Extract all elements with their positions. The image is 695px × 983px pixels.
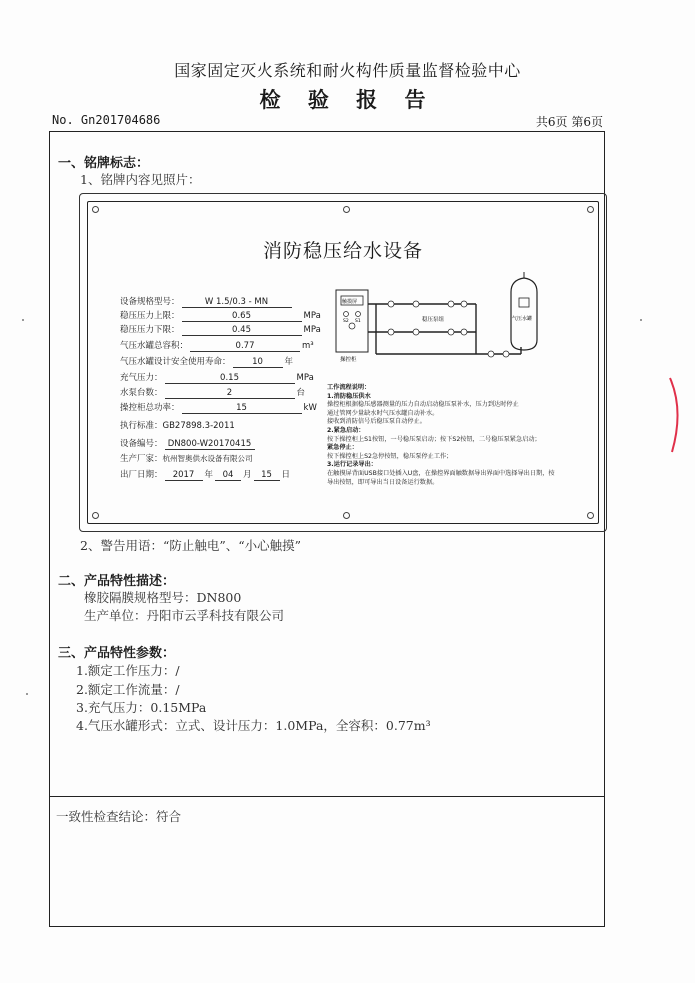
row-unit: kW [303,403,317,413]
date-year-unit: 年 [204,470,214,480]
report-title: 检 验 报 告 [259,87,436,112]
plate-row-lower [120,323,321,336]
row-value: 0.45 [182,325,302,336]
section3-heading: 三、产品特性参数： [58,646,176,661]
plate-serial [120,437,257,450]
date-month: 04 [215,470,241,481]
instruction-line: 操控柜根据稳压感器测量的压力自动启动稳压泵补水，压力到达时停止 [327,401,519,409]
section2-line1: 橡胶隔膜规格型号：DN800 [84,590,242,605]
maker-value: 杭州智奥供水设备有限公司 [162,454,253,463]
date-month-unit: 月 [243,470,252,480]
section3-item: 2.额定工作流量：/ [76,682,180,697]
section3-item: 3.充气压力：0.15MPa [76,700,207,715]
cabinet-btn2-label: S1 [355,319,361,324]
system-diagram [316,262,556,372]
page-info: 共6页 第6页 [535,115,603,129]
instruction-line: 1.消防稳压供水 [327,392,371,400]
row-value: W 1.5/0.3 - MN [182,297,292,308]
pump-group-label: 稳压泵组 [422,317,445,323]
row-value: 0.77 [190,341,300,352]
maker-label: 生产厂家： [120,454,163,464]
row-value: 0.15 [165,373,295,384]
tank-label: 气压水罐 [512,316,533,322]
row-value: 10 [233,357,283,368]
cabinet-btn1-label: S2 [343,319,349,324]
section1-heading: 一、铭牌标志： [58,156,150,171]
stamp-edge-mark [660,370,695,460]
screw-icon [92,512,99,519]
nameplate-title: 消防稳压给水设备 [262,240,423,262]
serial-label: 设备编号： [120,439,163,449]
plate-row-charge [120,371,314,384]
report-number: No. Gn201704686 [52,113,161,127]
instruction-line: 接收到消防信号后稳压泵自动停止。 [327,418,426,426]
scan-mark [26,693,28,695]
date-day: 15 [254,470,280,481]
nameplate-photo [79,193,607,532]
row-unit: 台 [296,388,306,398]
screw-icon [92,206,99,213]
cabinet-label: 操控柜 [340,357,357,363]
row-unit: MPa [303,311,321,321]
row-label: 气压水罐总容积： [120,341,189,351]
row-unit: 年 [284,357,294,367]
screw-icon [587,512,594,519]
screw-icon [587,206,594,213]
row-label: 气压水罐设计安全使用寿命： [120,357,231,367]
plate-maker [120,452,253,464]
section1-item1: 1、铭牌内容见照片： [80,172,201,187]
serial-value: DN800-W20170415 [165,439,255,450]
plate-row-volume [120,339,314,352]
row-label: 设备规格型号： [120,297,180,307]
instruction-line: 3.运行记录导出： [327,461,377,469]
scan-mark [640,319,642,321]
section1-item2: 2、警告用语：“防止触电”、“小心触摸” [80,538,302,553]
conclusion: 一致性检查结论：符合 [56,809,182,824]
instruction-line: 紧急停止： [327,444,358,452]
row-value: 15 [182,403,302,414]
row-label: 充气压力： [120,373,163,383]
screw-icon [343,206,350,213]
row-unit: MPa [296,373,314,383]
section3-item: 4.气压水罐形式：立式、设计压力：1.0MPa，全容积：0.77m³ [76,718,431,733]
section3-item: 1.额定工作压力：/ [76,663,180,678]
conclusion-divider [49,796,605,797]
plate-row-pumps [120,386,305,399]
date-day-unit: 日 [281,470,291,480]
scan-mark [22,319,24,321]
row-unit: MPa [303,325,321,335]
instruction-line: 通过管网少量缺水时气压水罐自动补水。 [327,409,439,417]
plate-row-life [120,355,293,368]
instruction-line: 工作流程说明： [327,384,371,391]
row-value: 2 [165,388,295,399]
instruction-line: 按下操控柜上S2急停按钮，稳压泵停止工作； [327,452,453,460]
instruction-line: 在触摸屏背面USB接口处插入U盘，在操控界面触数据导出界面中选择导出日期，按 [327,469,555,477]
org-title: 国家固定灭火系统和耐火构件质量监督检验中心 [174,61,521,80]
row-value: 0.65 [182,311,302,322]
cabinet-screen-label: 触摸屏 [342,299,358,305]
row-label: 水泵台数： [120,388,163,398]
screw-icon [343,512,350,519]
section2-line2: 生产单位：丹阳市云孚科技有限公司 [84,608,285,623]
instruction-line: 按下操控柜上S1按钮，一号稳压泵启动；按下S2按钮，二号稳压泵紧急启动； [327,435,541,443]
row-label: 稳压压力上限： [120,311,180,321]
date-year: 2017 [165,470,203,481]
plate-instructions [327,384,555,487]
plate-date [120,468,290,481]
valve-icons [388,301,509,357]
row-unit: m³ [302,341,314,351]
plate-row-upper [120,309,321,322]
nameplate-border [87,201,599,524]
plate-standard: 执行标准：GB27898.3-2011 [120,421,235,431]
instruction-line: 2.紧急启动： [327,426,365,434]
plate-row-power [120,401,317,414]
row-label: 操控柜总功率： [120,403,180,413]
section2-heading: 二、产品特性描述： [58,574,176,589]
date-label: 出厂日期： [120,470,163,480]
instruction-line: 导出按钮，即可导出当日设备运行数据。 [327,478,439,486]
row-label: 稳压压力下限： [120,325,180,335]
plate-row-model [120,295,294,308]
pressure-tank [511,272,537,350]
